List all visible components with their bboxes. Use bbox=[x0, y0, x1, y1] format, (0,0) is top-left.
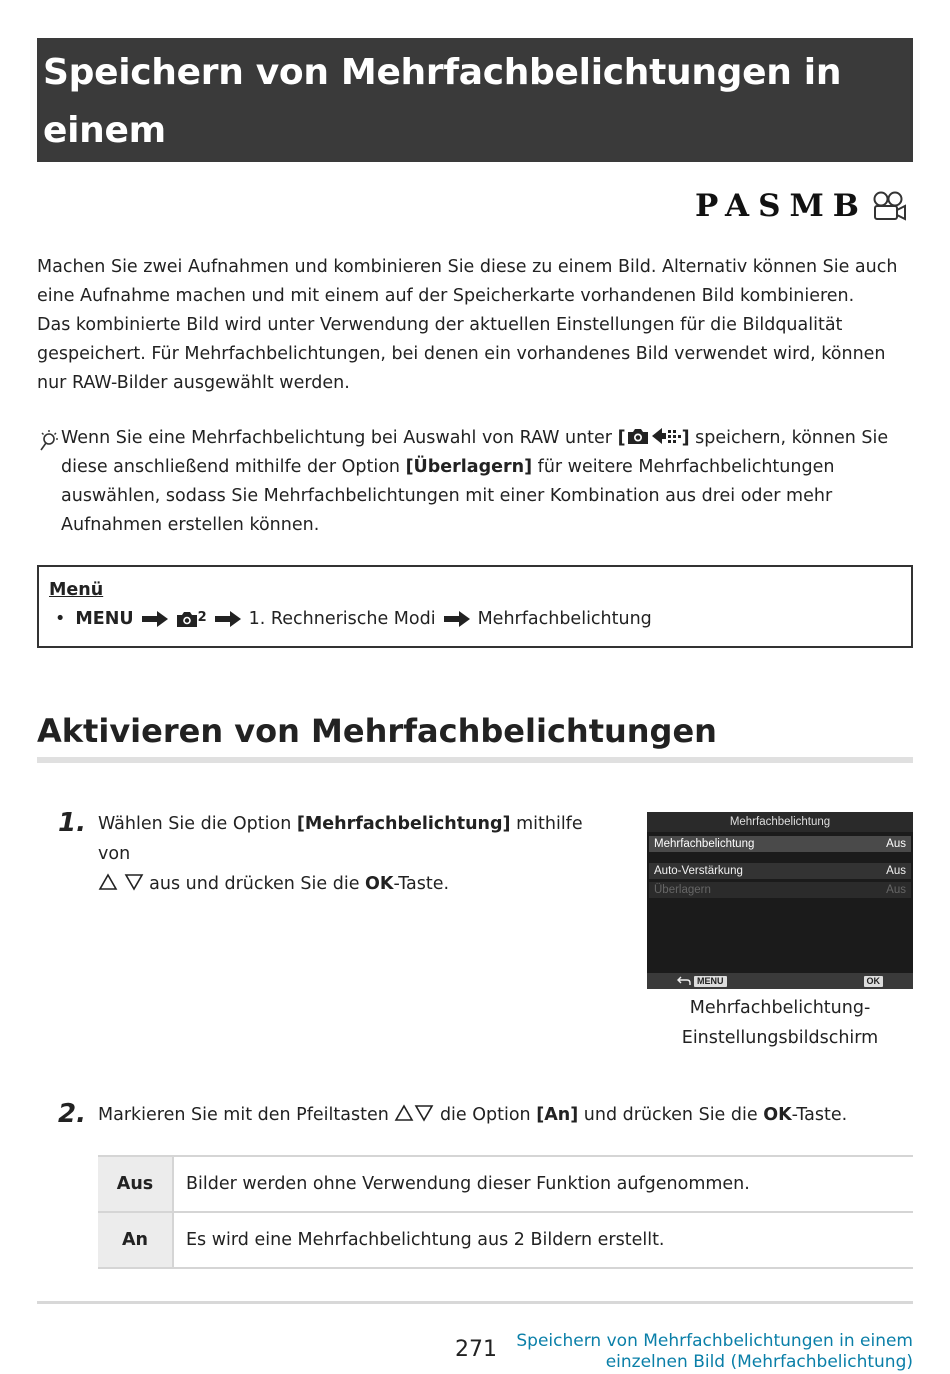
footer-link-line1: Speichern von Mehrfachbelichtungen in einem bbox=[516, 1331, 913, 1351]
intro-text bbox=[37, 253, 917, 398]
screen-row-value: Aus bbox=[886, 838, 906, 850]
menu-title: Menü bbox=[49, 580, 104, 600]
back-control[interactable] bbox=[677, 976, 727, 987]
page-title-line2: einzelnen Bild (Mehrfachbelichtung) bbox=[43, 168, 771, 209]
step-1-text-d: -Taste. bbox=[393, 874, 450, 894]
table-row bbox=[98, 1212, 913, 1268]
intro-paragraph-1: Machen Sie zwei Aufnahmen und kombinieren Sie diese zu einem Bild. Alternativ können Sie auch eine Aufnahme machen und mit einem auf der Speicherkarte vorhandenen Bild kombinieren. bbox=[37, 257, 898, 306]
step-1-text bbox=[98, 809, 618, 899]
intro-paragraph-2: Das kombinierte Bild wird unter Verwendung der aktuellen Einstellungen für die Bildqualität gespeichert. Für Mehrfachbelichtungen, bei denen ein vorhandenes Bild verwendet wird, können nur RAW-Bilder ausgewählt werden. bbox=[37, 315, 886, 393]
back-arrow-icon bbox=[677, 976, 691, 986]
screen-row-overlay bbox=[649, 882, 911, 898]
tip-text bbox=[61, 424, 917, 540]
ok-key-screen[interactable]: OK bbox=[864, 976, 884, 987]
footer-link-line2: einzelnen Bild (Mehrfachbelichtung) bbox=[605, 1352, 913, 1372]
tip-text-part1: Wenn Sie eine Mehrfachbelichtung bei Auswahl von RAW unter bbox=[61, 428, 618, 448]
option-key: An bbox=[98, 1212, 173, 1268]
step-1-option: [Mehrfachbelichtung] bbox=[296, 814, 511, 834]
menu-word: MENU bbox=[75, 609, 134, 629]
tip-bracket-open: [ bbox=[617, 428, 626, 448]
step-2-option: [An] bbox=[536, 1105, 579, 1125]
step-1-text-a: Wählen Sie die Option bbox=[98, 814, 297, 834]
menu-target: Mehrfachbelichtung bbox=[477, 609, 652, 629]
up-arrow-icon bbox=[98, 873, 118, 891]
screen-footer bbox=[647, 973, 913, 989]
menu-bullet: • bbox=[55, 609, 66, 629]
footer-divider bbox=[37, 1301, 913, 1304]
step-2-text-c: und drücken Sie die bbox=[578, 1105, 764, 1125]
step-2-text-a: Markieren Sie mit den Pfeiltasten bbox=[98, 1105, 395, 1125]
screen-header: Mehrfachbelichtung bbox=[647, 812, 913, 832]
page-title-line1: Speichern von Mehrfachbelichtungen in einem bbox=[43, 52, 842, 151]
menu-path bbox=[49, 603, 901, 635]
table-row bbox=[98, 1156, 913, 1212]
up-arrow-icon bbox=[394, 1104, 414, 1122]
caption-line1: Mehrfachbelichtung- bbox=[689, 998, 871, 1018]
screen-row-multi-exposure[interactable] bbox=[649, 836, 911, 852]
menu-item: 1. Rechnerische Modi bbox=[248, 609, 436, 629]
options-table bbox=[98, 1155, 913, 1269]
screen-row-label: Überlagern bbox=[654, 884, 711, 896]
down-arrow-icon bbox=[414, 1104, 434, 1122]
step-2-number: 2. bbox=[58, 1099, 86, 1129]
page-number: 271 bbox=[455, 1337, 497, 1362]
screen-caption bbox=[647, 993, 913, 1053]
arrow-right-icon bbox=[142, 611, 168, 627]
footer-chapter-link[interactable] bbox=[516, 1331, 913, 1373]
camera-tab-subscript: 2 bbox=[197, 610, 207, 625]
ok-key: OK bbox=[365, 874, 394, 894]
camera-tab-icon bbox=[176, 610, 198, 628]
screen-row-label: Auto-Verstärkung bbox=[654, 865, 743, 877]
screen-row-value: Aus bbox=[886, 865, 906, 877]
screen-row-value: Aus bbox=[886, 884, 906, 896]
caption-line2: Einstellungsbildschirm bbox=[681, 1028, 879, 1048]
step-2-text-b: die Option bbox=[434, 1105, 537, 1125]
step-1-text-b: mithilfe von bbox=[98, 814, 583, 864]
down-arrow-icon bbox=[124, 873, 144, 891]
menu-box bbox=[37, 565, 913, 648]
mode-letters: PASMB bbox=[694, 188, 868, 224]
tip-option: [Überlagern] bbox=[405, 457, 533, 477]
step-1-text-c: aus und drücken Sie die bbox=[143, 874, 366, 894]
step-2-text bbox=[98, 1100, 913, 1130]
camera-icon bbox=[626, 426, 650, 446]
step-2-text-d: -Taste. bbox=[791, 1105, 848, 1125]
option-key: Aus bbox=[98, 1156, 173, 1212]
shooting-modes bbox=[695, 188, 908, 224]
camera-menu-screen bbox=[647, 812, 913, 989]
tip-note bbox=[37, 424, 917, 540]
tip-text-part2: speichern, können Sie diese anschließend mithilfe der Option bbox=[61, 428, 889, 477]
movie-camera-icon bbox=[870, 190, 908, 222]
option-description: Es wird eine Mehrfachbelichtung aus 2 Bildern erstellt. bbox=[173, 1212, 913, 1268]
option-description: Bilder werden ohne Verwendung dieser Funktion aufgenommen. bbox=[173, 1156, 913, 1212]
tip-icon bbox=[37, 428, 59, 452]
raw-arrow-icon bbox=[650, 426, 682, 446]
ok-key: OK bbox=[763, 1105, 792, 1125]
menu-key: MENU bbox=[694, 976, 727, 987]
screen-row-label: Mehrfachbelichtung bbox=[654, 838, 755, 850]
arrow-right-icon bbox=[444, 611, 470, 627]
screen-row-auto-gain[interactable] bbox=[649, 863, 911, 879]
step-1-number: 1. bbox=[58, 808, 86, 838]
section-title: Aktivieren von Mehrfachbelichtungen bbox=[37, 712, 717, 750]
arrow-right-icon bbox=[215, 611, 241, 627]
tip-bracket-close: ] bbox=[681, 428, 690, 448]
section-divider bbox=[37, 757, 913, 763]
tip-text-part3: für weitere Mehrfachbelichtungen auswählen, sodass Sie Mehrfachbelichtungen mit einer Kombination aus drei oder mehr Aufnahmen erstellen können. bbox=[61, 457, 835, 535]
